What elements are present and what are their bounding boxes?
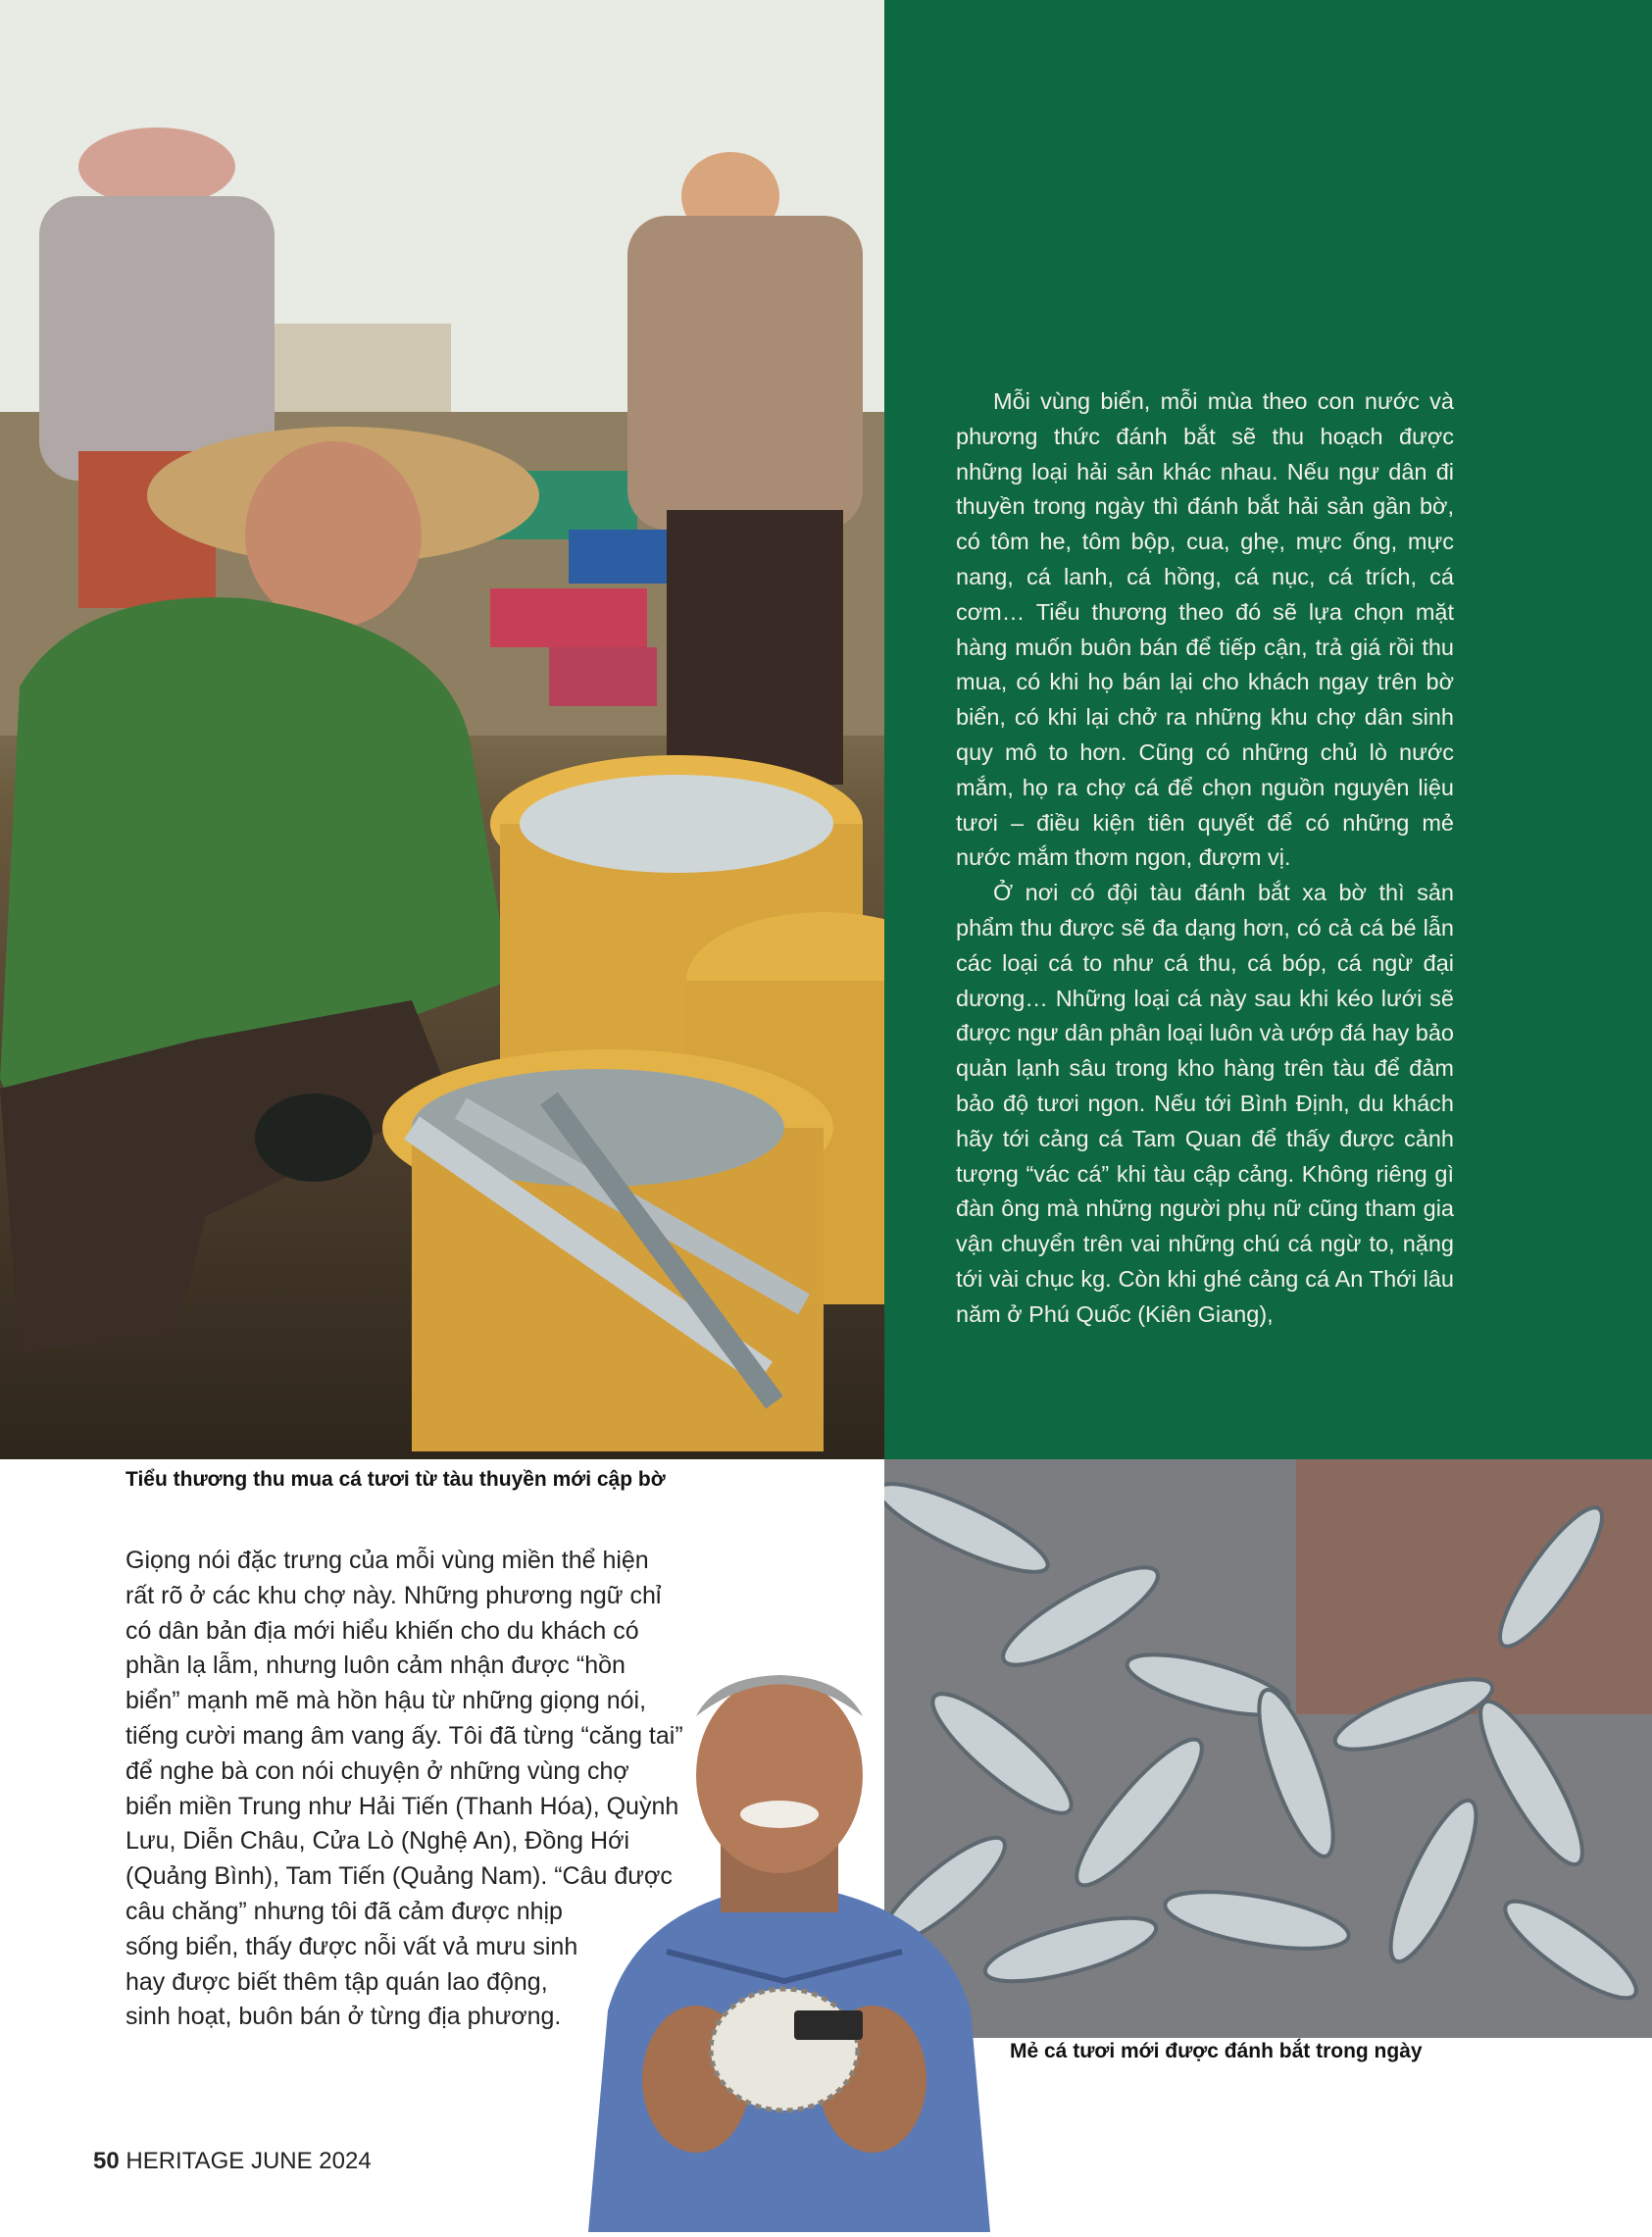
text-line: biển” mạnh mẽ mà hồn hậu từ những giọng nói, — [125, 1687, 647, 1715]
text-line: Giọng nói đặc trưng của mỗi vùng miền thể hiện — [125, 1547, 649, 1574]
magazine-name: HERITAGE — [125, 2148, 245, 2174]
text-line: phần lạ lẫm, nhưng luôn cảm nhận được “hồn — [125, 1652, 626, 1680]
fisherman-photo — [549, 1657, 1010, 2232]
paragraph: Mỗi vùng biển, mỗi mùa theo con nước và phương thức đánh bắt sẽ thu hoạch được những loại hải sản khác nhau. Nếu ngư dân đi thuyền trong ngày thì đánh bắt hải sản gần bờ, có tôm he, tôm bộp, cua, ghẹ, mực ống, mực nang, cá lanh, cá hồng, cá nục, cá trích, cá cơm… Tiểu thương theo đó sẽ lựa chọn mặt hàng muốn buôn bán để tiếp cận, trả giá rồi thu mua, có khi họ bán lại cho khách ngay trên bờ biển, có khi lại chở ra những khu chợ dân sinh quy mô to hơn. Cũng có những chủ lò nước mắm, họ ra chợ cá để chọn nguồn nguyên liệu tươi – điều kiện tiên quyết để có những mẻ nước mắm thơm ngon, đượm vị. — [956, 388, 1454, 871]
article-body-right — [956, 384, 1454, 1333]
text-line: có dân bản địa mới hiểu khiến cho du khách có — [125, 1616, 639, 1645]
page-number: 50 — [93, 2148, 120, 2174]
issue-date: JUNE 2024 — [250, 2148, 372, 2174]
text-line: sinh hoạt, buôn bán ở từng địa phương. — [125, 2003, 562, 2031]
text-line: để nghe bà con nói chuyện ở những vùng chợ — [125, 1756, 629, 1785]
text-line: biển miền Trung như Hải Tiến (Thanh Hóa), Quỳnh — [125, 1792, 679, 1820]
text-line: (Quảng Bình), Tam Tiến (Quảng Nam). “Câu được — [125, 1862, 673, 1891]
text-line: rất rõ ở các khu chợ này. Những phương ngữ chỉ — [125, 1581, 662, 1609]
text-line: Lưu, Diễn Châu, Cửa Lò (Nghệ An), Đồng Hới — [125, 1827, 630, 1856]
photo-caption: Tiểu thương thu mua cá tươi từ tàu thuyền mới cập bờ — [125, 1468, 666, 1491]
text-line: hay được biết thêm tập quán lao động, — [125, 1967, 548, 1996]
photo-caption: Mẻ cá tươi mới được đánh bắt trong ngày — [1010, 2040, 1423, 2062]
text-line: sống biển, thấy được nỗi vất vả mưu sinh — [125, 1932, 578, 1960]
market-photo — [0, 0, 884, 1459]
paragraph: Ở nơi có đội tàu đánh bắt xa bờ thì sản phẩm thu được sẽ đa dạng hơn, có cả cá bé lẫn các loại cá to như cá thu, cá bóp, cá ngừ đại dương… Những loại cá này sau khi kéo lưới sẽ được ngư dân phân loại luôn và ướp đá hay bảo quản lạnh sâu trong kho hàng trên tàu để đảm bảo độ tươi ngon. Nếu tới Bình Định, du khách hãy tới cảng cá Tam Quan để thấy được cảnh tượng “vác cá” khi tàu cập cảng. Không riêng gì đàn ông mà những người phụ nữ cũng tham gia vận chuyển trên vai những chú cá ngừ to, nặng tới vài chục kg. Còn khi ghé cảng cá An Thới lâu năm ở Phú Quốc (Kiên Giang), — [956, 880, 1454, 1327]
page-folio — [93, 2148, 372, 2175]
text-line: câu chăng” nhưng tôi đã cảm được nhịp — [125, 1897, 563, 1925]
text-line: tiếng cười mang âm vang ấy. Tôi đã từng “căng tai” — [125, 1721, 683, 1750]
